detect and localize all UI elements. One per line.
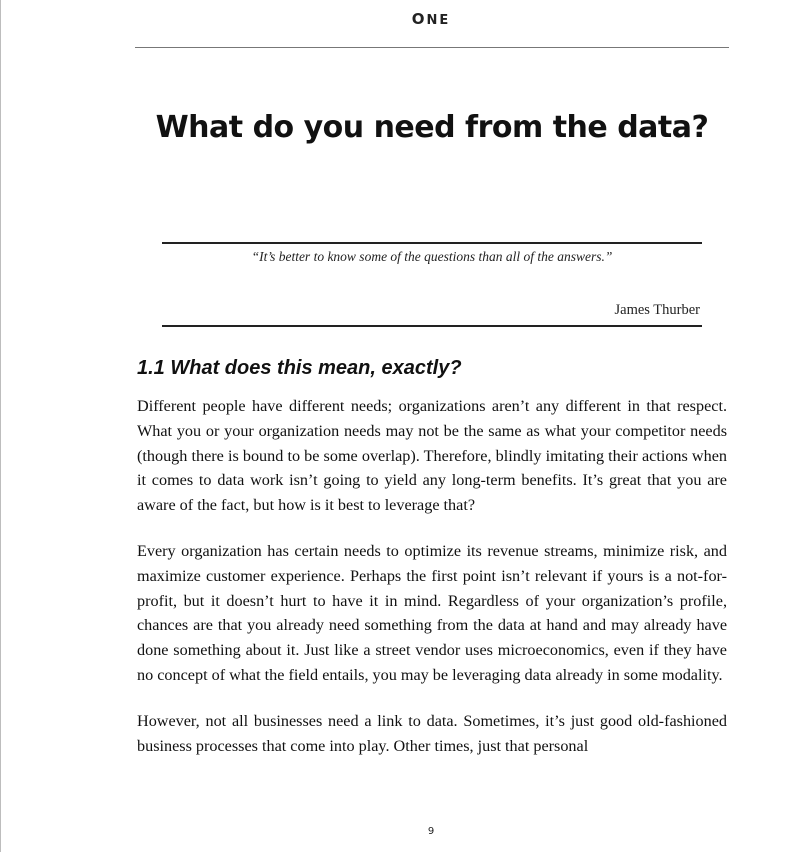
body-paragraph: Different people have different needs; organizations aren’t any different in that respect. What you or your organization needs may not be the same as what your competitor needs (though there is bound to be some overlap). Therefore, blindly imitating their actions when it comes to data work isn’t going to yield any long-term benefits. It’s great that you are aware of the fact, but how is it best to leverage that? [137, 397, 727, 515]
epigraph-top-rule [162, 242, 702, 244]
header-divider [135, 47, 729, 48]
body-paragraph: However, not all businesses need a link to data. Sometimes, it’s just good old-fashioned business processes that come into play. Other times, just that personal [137, 711, 727, 755]
section-heading: 1.1 What does this mean, exactly? [137, 357, 462, 379]
epigraph-quote: “It’s better to know some of the questions than all of the answers.” [251, 249, 613, 264]
body-paragraph: Every organization has certain needs to optimize its revenue streams, minimize risk, and maximize customer experience. Perhaps the first point isn’t relevant if yours is a not-for-profit, but it doesn’t hurt to have it in mind. Regardless of your organization’s profile, chances are that you already need something from the data at hand and may already have done something about it. Just like a street vendor uses microeconomics, even if they have no concept of what the field entails, you may be leveraging data already in some modality. [137, 541, 727, 684]
page-left-edge [0, 0, 1, 852]
chapter-title: What do you need from the data? [155, 110, 709, 145]
chapter-header-rest: NE [426, 13, 451, 28]
body-text [137, 394, 727, 779]
epigraph-author: James Thurber [614, 302, 700, 318]
epigraph-bottom-rule [162, 325, 702, 327]
chapter-header-label [0, 10, 812, 28]
chapter-header-initial: O [411, 10, 427, 28]
page-number: 9 [427, 826, 435, 837]
